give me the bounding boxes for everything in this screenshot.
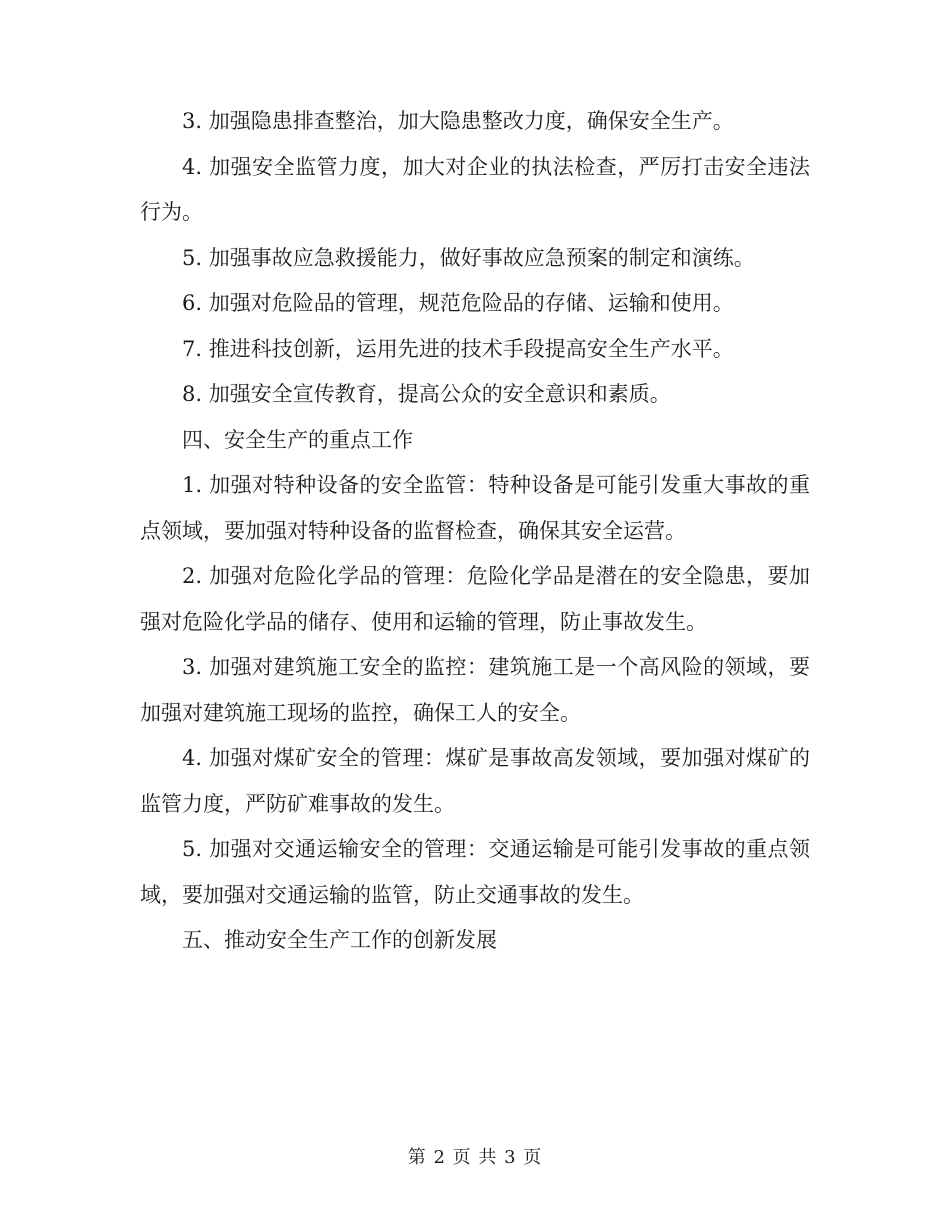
section-heading-4: 四、安全生产的重点工作 bbox=[182, 427, 413, 452]
paragraph-measure-8: 8. 加强安全宣传教育，提高公众的安全意识和素质。 bbox=[182, 382, 671, 406]
document-body bbox=[140, 99, 810, 964]
paragraph-measure-5: 5. 加强事故应急救援能力，做好事故应急预案的制定和演练。 bbox=[182, 245, 755, 270]
paragraph-key-work-4: 4. 加强对煤矿安全的管理：煤矿是事故高发领域，要加强对煤矿的监管力度，严防矿难事故的发生。 bbox=[140, 746, 810, 816]
paragraph-measure-3: 3. 加强隐患排查整治，加大隐患整改力度，确保安全生产。 bbox=[182, 109, 734, 133]
paragraph-key-work-2: 2. 加强对危险化学品的管理：危险化学品是潜在的安全隐患，要加强对危险化学品的储存、使用和运输的管理，防止事故发生。 bbox=[140, 564, 810, 634]
paragraph-measure-4: 4. 加强安全监管力度，加大对企业的执法检查，严厉打击安全违法行为。 bbox=[140, 154, 810, 224]
paragraph-measure-7: 7. 推进科技创新，运用先进的技术手段提高安全生产水平。 bbox=[182, 336, 734, 361]
paragraph-key-work-1: 1. 加强对特种设备的安全监管：特种设备是可能引发重大事故的重点领域，要加强对特种设备的监督检查，确保其安全运营。 bbox=[140, 473, 810, 543]
paragraph-key-work-5: 5. 加强对交通运输安全的管理：交通运输是可能引发事故的重点领域，要加强对交通运输的监管，防止交通事故的发生。 bbox=[140, 837, 810, 907]
paragraph-key-work-3: 3. 加强对建筑施工安全的监控：建筑施工是一个高风险的领域，要加强对建筑施工现场的监控，确保工人的安全。 bbox=[140, 655, 810, 725]
page-number-footer: 第 2 页 共 3 页 bbox=[407, 1147, 543, 1168]
section-heading-5: 五、推动安全生产工作的创新发展 bbox=[182, 928, 497, 952]
paragraph-measure-6: 6. 加强对危险品的管理，规范危险品的存储、运输和使用。 bbox=[182, 291, 734, 315]
